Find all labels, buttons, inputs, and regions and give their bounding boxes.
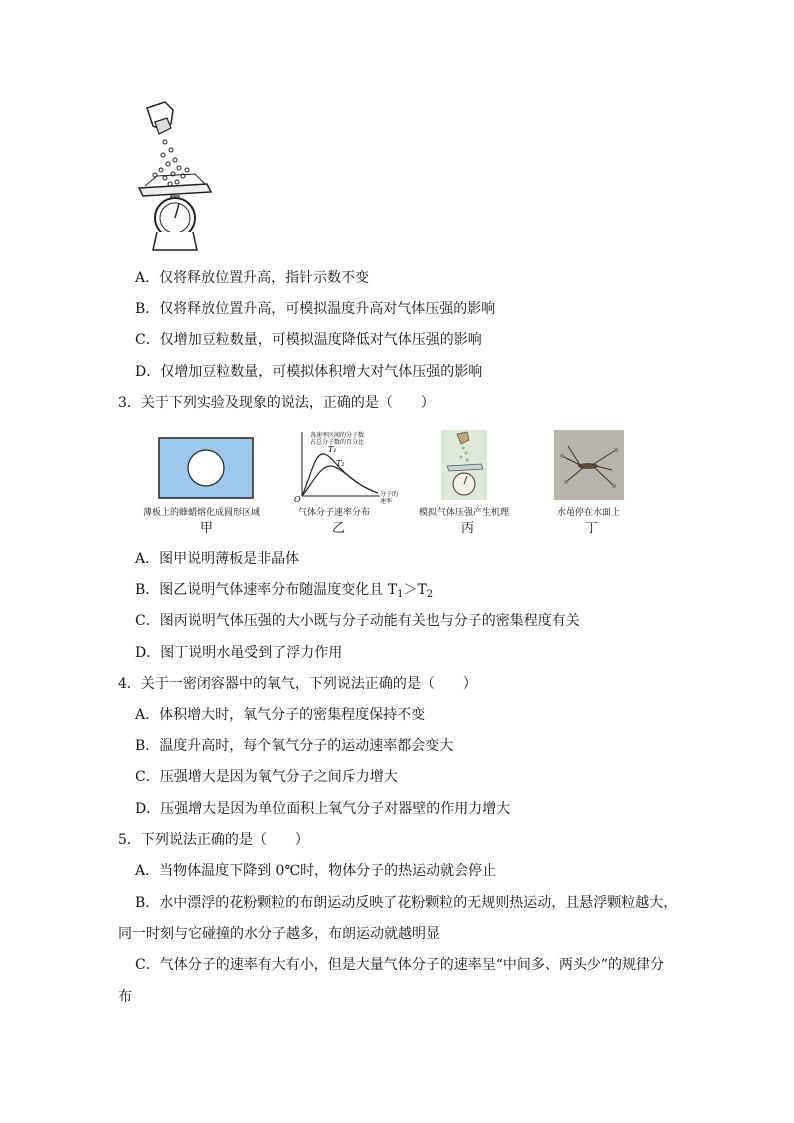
figure-yi-ytitle-2: 占总分子数的百分比 <box>310 439 365 446</box>
figure-ding-label: 丁 <box>585 521 599 536</box>
figure-jia-caption: 薄板上的蜂蜡熔化成圆形区域 <box>143 508 261 518</box>
q4-option-d: D．压强增大是因为单位面积上氧气分子对器壁的作用力增大 <box>135 801 511 817</box>
q5-option-c-line2: 布 <box>118 989 132 1005</box>
q4-stem: 4．关于一密闭容器中的氧气，下列说法正确的是（ ） <box>118 676 477 692</box>
q5-option-b-line1: B．水中漂浮的花粉颗粒的布朗运动反映了花粉颗粒的无规则热运动，且悬浮颗粒越大， <box>135 895 678 911</box>
q3-option-b-sub1: 1 <box>397 589 404 600</box>
q5-option-b-line2: 同一时刻与它碰撞的水分子越多，布朗运动就越明显 <box>118 926 440 942</box>
figure-yi-xaxis-1: 分子的 <box>380 491 399 498</box>
figure-ding-image <box>554 430 624 500</box>
q3-option-d: D．图丁说明水黾受到了浮力作用 <box>135 645 343 661</box>
figure-bing-label: 丙 <box>461 521 475 536</box>
q2-option-c: C．仅增加豆粒数量，可模拟温度降低对气体压强的影响 <box>135 332 482 348</box>
figure-yi-origin: O <box>294 495 301 504</box>
figure-yi-ytitle-1: 各速率区间的分子数 <box>310 432 365 439</box>
q5-stem: 5．下列说法正确的是（ ） <box>118 832 309 848</box>
figure-yi-graph <box>290 428 405 508</box>
figure-bing-caption: 模拟气体压强产生机理 <box>419 508 510 518</box>
figure-bing-image <box>441 430 487 500</box>
figure-jia-image <box>158 437 254 499</box>
q4-option-c: C．压强增大是因为氧气分子之间斥力增大 <box>135 769 398 785</box>
figure-yi-curve-1: T₁ <box>328 445 337 454</box>
q3-option-c: C．图丙说明气体压强的大小既与分子动能有关也与分子的密集程度有关 <box>135 613 580 629</box>
q3-option-b-mid: ＞T <box>403 582 427 598</box>
q2-option-d: D．仅增加豆粒数量，可模拟体积增大对气体压强的影响 <box>135 364 483 380</box>
q3-option-b <box>135 580 433 605</box>
q3-stem: 3．关于下列实验及现象的说法，正确的是（ ） <box>118 395 435 411</box>
q4-option-a: A．体积增大时，氧气分子的密集程度保持不变 <box>135 707 426 723</box>
q2-option-b: B．仅将释放位置升高，可模拟温度升高对气体压强的影响 <box>135 301 496 317</box>
q5-option-c-line1: C．气体分子的速率有大有小，但是大量气体分子的速率呈“中间多、两头少”的规律分 <box>135 957 665 973</box>
q3-option-b-text: B．图乙说明气体速率分布随温度变化且 T <box>135 582 398 598</box>
q3-option-b-sub2: 2 <box>426 589 434 600</box>
figure-yi-caption: 气体分子速率分布 <box>298 508 371 518</box>
figure-jia-label: 甲 <box>200 521 214 536</box>
q2-option-a: A．仅将释放位置升高，指针示数不变 <box>135 270 370 286</box>
bean-scale-figure <box>135 100 215 255</box>
q4-option-b: B．温度升高时，每个氧气分子的运动速率都会变大 <box>135 738 454 754</box>
figure-yi-label: 乙 <box>332 521 346 536</box>
q3-option-a: A．图甲说明薄板是非晶体 <box>135 551 300 567</box>
figure-yi-xaxis-2: 速率 <box>380 498 393 505</box>
q5-option-a: A．当物体温度下降到 0℃时，物体分子的热运动就会停止 <box>135 863 497 879</box>
figure-yi-curve-2: T₂ <box>336 459 345 468</box>
figure-ding-caption: 水黾停在水面上 <box>557 508 621 518</box>
